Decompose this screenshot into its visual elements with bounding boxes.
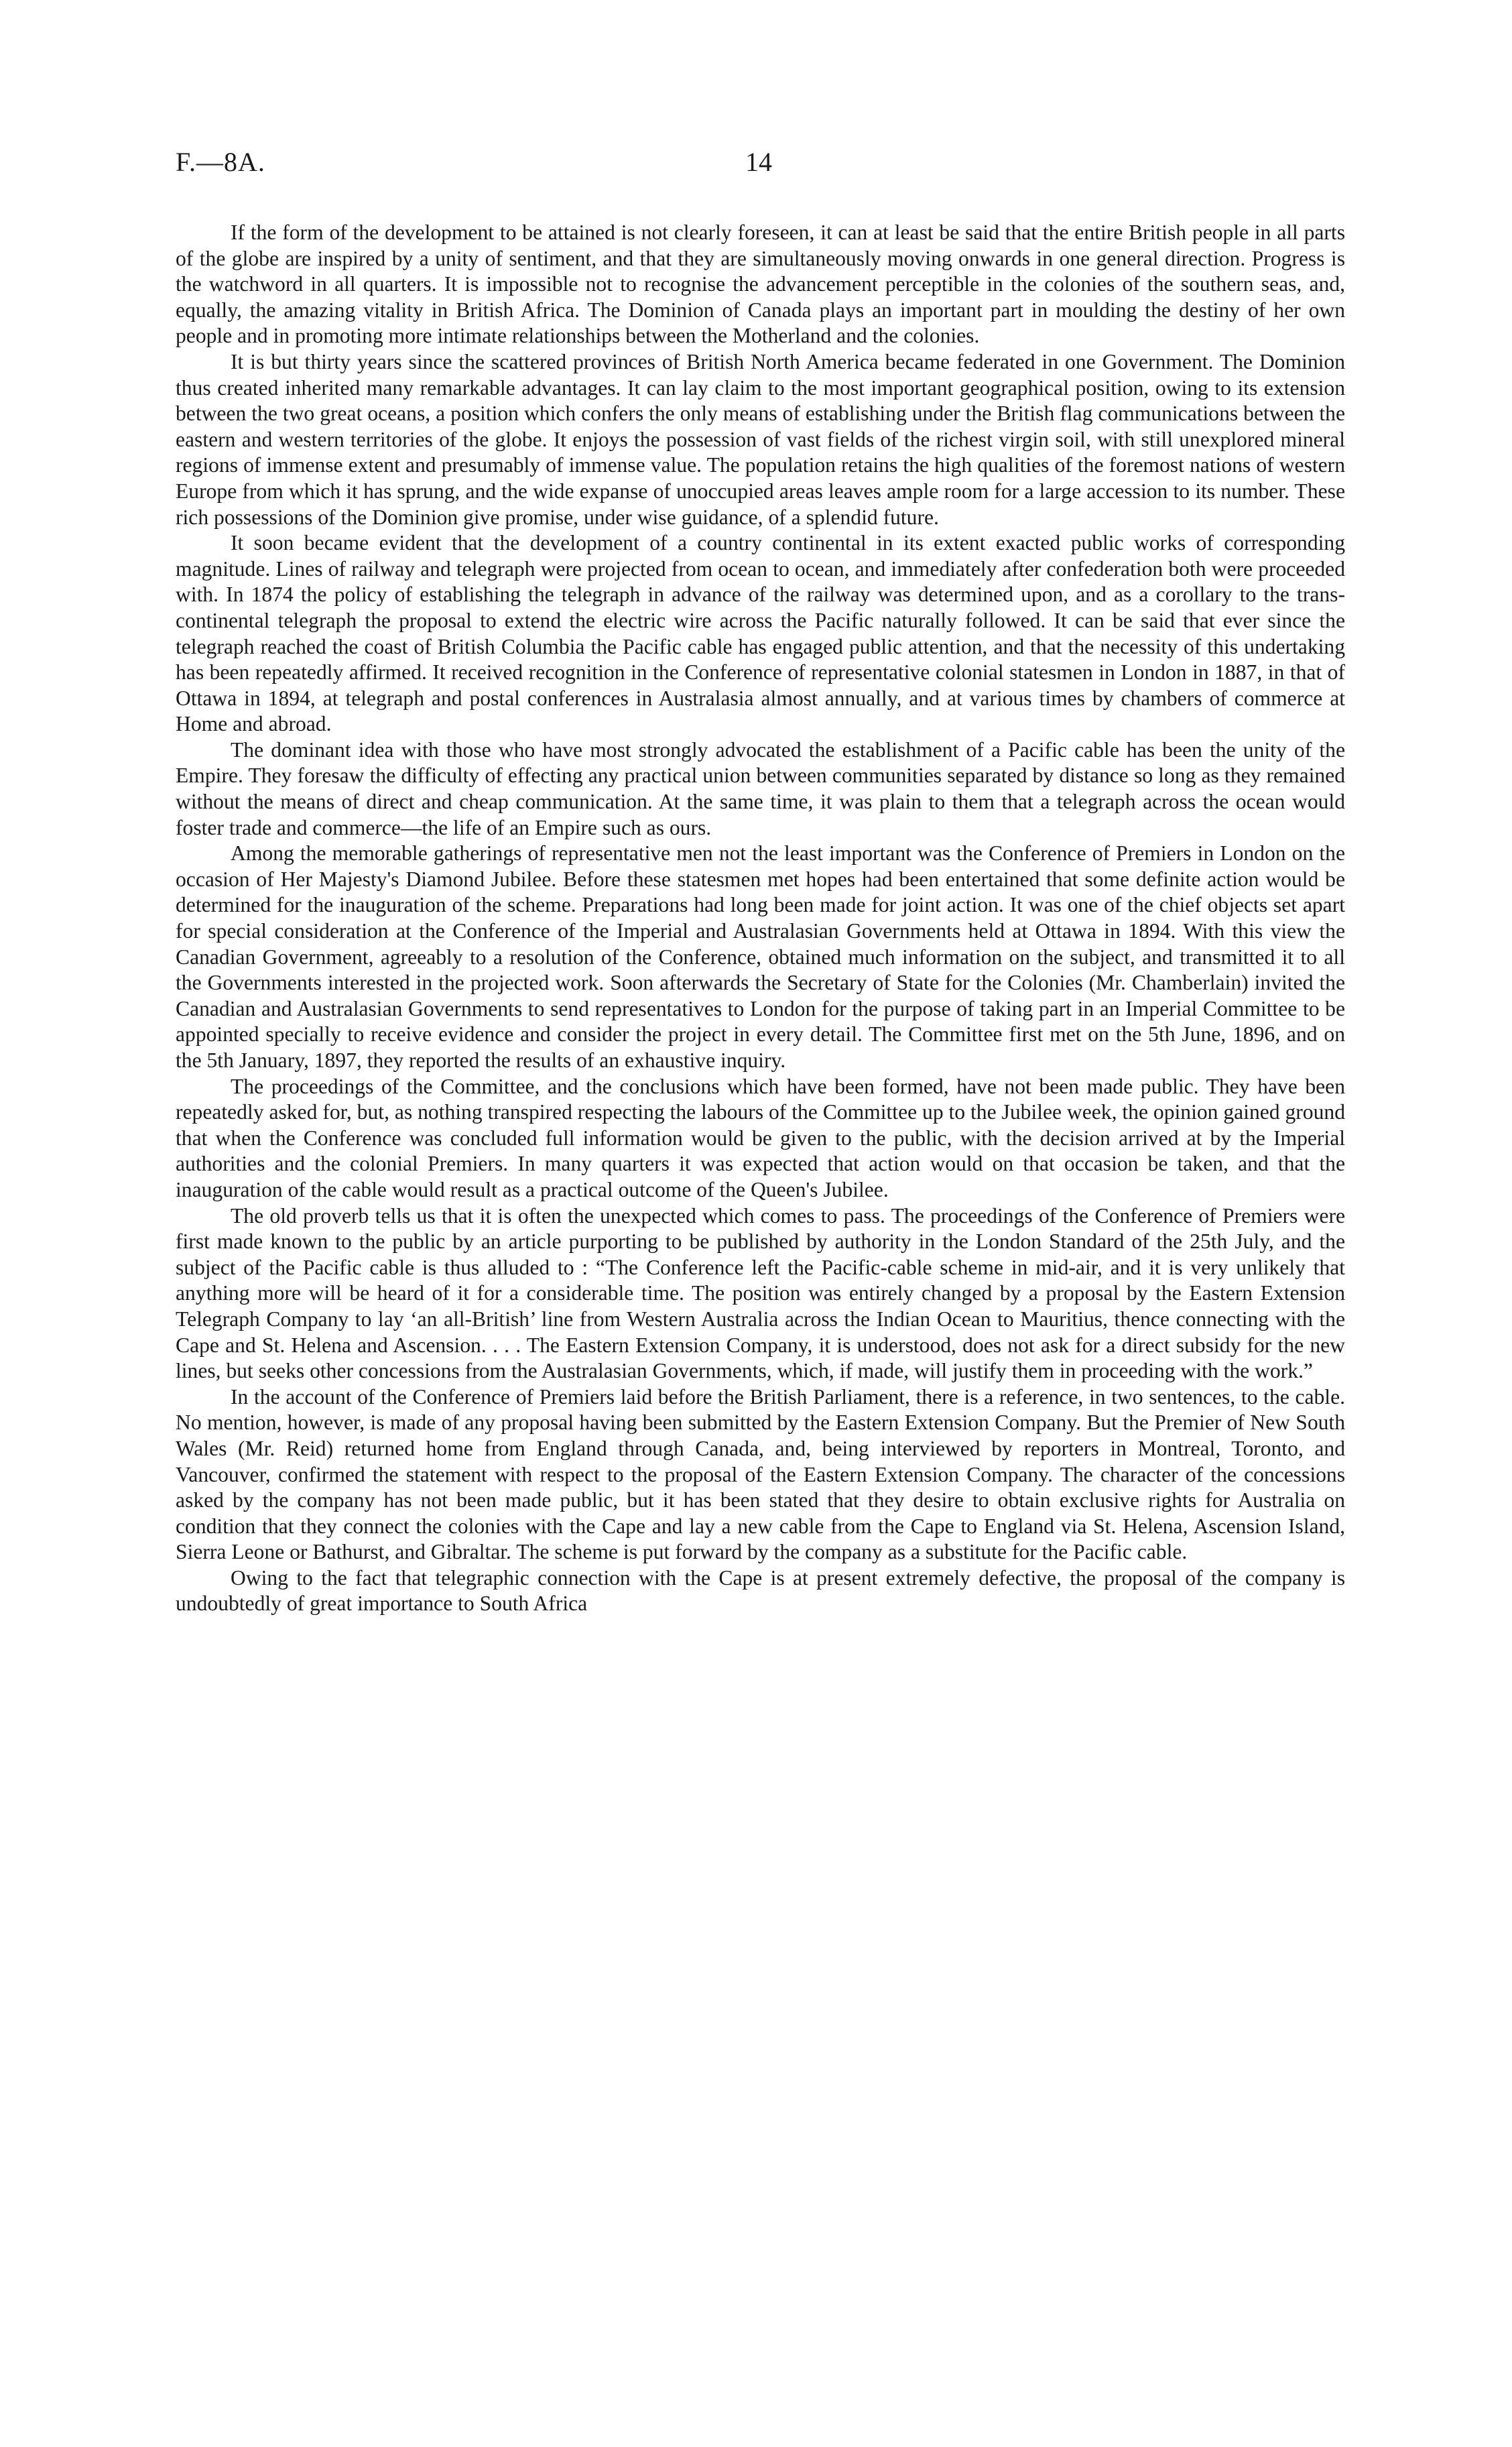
document-reference: F.—8A. xyxy=(176,147,265,177)
paragraph: It soon became evident that the development of a country continental in its extent exacted public works of corresponding magnitude. Lines of railway and telegraph were projected from ocean to ocean, and immediately after confederation both were proceeded with. In 1874 the policy of establishing the telegraph in advance of the railway was determined upon, and as a corollary to the trans-continental telegraph the proposal to extend the electric wire across the Pacific naturally followed. It can be said that ever since the telegraph reached the coast of British Columbia the Pacific cable has engaged public attention, and that the necessity of this undertaking has been repeatedly affirmed. It received recognition in the Conference of representative colonial statesmen in London in 1887, in that of Ottawa in 1894, at telegraph and postal conferences in Australasia almost annually, and at various times by chambers of commerce at Home and abroad. xyxy=(176,531,1345,736)
paragraph: The old proverb tells us that it is often the unexpected which comes to pass. The proceedings of the Conference of Premiers were first made known to the public by an article purporting to be published by authority in the London Standard of the 25th July, and the subject of the Pacific cable is thus alluded to : “The Conference left the Pacific-cable scheme in mid-air, and it is very unlikely that anything more will be heard of it for a considerable time. The position was entirely changed by a proposal by the Eastern Extension Telegraph Company to lay ‘an all-British’ line from Western Australia across the Indian Ocean to Mauritius, thence connecting with the Cape and St. Helena and Ascension. . . . The Eastern Extension Company, it is understood, does not ask for a direct subsidy for the new lines, but seeks other concessions from the Australasian Governments, which, if made, will justify them in proceeding with the work.” xyxy=(176,1203,1345,1383)
page-number: 14 xyxy=(745,147,772,177)
paragraph: In the account of the Conference of Premiers laid before the British Parliament, there is a reference, in two sentences, to the cable. No mention, however, is made of any proposal having been submitted by the Eastern Extension Company. But the Premier of New South Wales (Mr. Reid) returned home from England through Canada, and, being interviewed by reporters in Montreal, Toronto, and Vancouver, confirmed the statement with respect to the proposal of the Eastern Extension Company. The character of the concessions asked by the company has not been made public, but it has been stated that they desire to obtain exclusive rights for Australia on condition that they connect the colonies with the Cape and lay a new cable from the Cape to England via St. Helena, Ascension Island, Sierra Leone or Bathurst, and Gibraltar. The scheme is put forward by the company as a substitute for the Pacific cable. xyxy=(176,1384,1345,1564)
page-header xyxy=(176,146,1345,186)
paragraph: If the form of the development to be attained is not clearly foreseen, it can at least be said that the entire British people in all parts of the globe are inspired by a unity of sentiment, and that they are simultaneously moving onwards in one general direction. Progress is the watchword in all quarters. It is impossible not to recognise the advancement perceptible in the colonies of the southern seas, and, equally, the amazing vitality in British Africa. The Dominion of Canada plays an important part in moulding the destiny of her own people and in promoting more intimate relationships between the Motherland and the colonies. xyxy=(176,221,1345,348)
paragraph: Owing to the fact that telegraphic connection with the Cape is at present extremely defective, the proposal of the company is undoubtedly of great importance to South Africa xyxy=(176,1565,1345,1616)
paragraph: Among the memorable gatherings of representative men not the least important was the Conference of Premiers in London on the occasion of Her Majesty's Diamond Jubilee. Before these statesmen met hopes had been entertained that some definite action would be determined for the inauguration of the scheme. Preparations had long been made for joint action. It was one of the chief objects set apart for special consideration at the Conference of the Imperial and Australasian Governments held at Ottawa in 1894. With this view the Canadian Government, agreeably to a resolution of the Conference, obtained much information on the subject, and transmitted it to all the Governments interested in the projected work. Soon afterwards the Secretary of State for the Colonies (Mr. Chamberlain) invited the Canadian and Australasian Governments to send representatives to London for the purpose of taking part in an Imperial Committee to be appointed specially to receive evidence and consider the project in every detail. The Committee first met on the 5th June, 1896, and on the 5th January, 1897, they reported the results of an exhaustive inquiry. xyxy=(176,841,1345,1072)
document-body xyxy=(176,220,1345,1617)
document-page xyxy=(176,146,1345,1617)
paragraph: The dominant idea with those who have most strongly advocated the establishment of a Pacific cable has been the unity of the Empire. They foresaw the difficulty of effecting any practical union between communities separated by distance so long as they remained without the means of direct and cheap communication. At the same time, it was plain to them that a telegraph across the ocean would foster trade and commerce—the life of an Empire such as ours. xyxy=(176,737,1345,839)
paragraph: It is but thirty years since the scattered provinces of British North America became federated in one Government. The Dominion thus created inherited many remarkable advantages. It can lay claim to the most important geographical position, owing to its extension between the two great oceans, a position which confers the only means of establishing under the British flag communications between the eastern and western territories of the globe. It enjoys the possession of vast fields of the richest virgin soil, with still unexplored mineral regions of immense extent and presumably of immense value. The population retains the high qualities of the foremost nations of western Europe from which it has sprung, and the wide expanse of unoccupied areas leaves ample room for a large accession to its number. These rich possessions of the Dominion give promise, under wise guidance, of a splendid future. xyxy=(176,349,1345,529)
paragraph: The proceedings of the Committee, and the conclusions which have been formed, have not been made public. They have been repeatedly asked for, but, as nothing transpired respecting the labours of the Committee up to the Jubilee week, the opinion gained ground that when the Conference was concluded full information would be given to the public, with the decision arrived at by the Imperial authorities and the colonial Premiers. In many quarters it was expected that action would on that occasion be taken, and that the inauguration of the cable would result as a practical outcome of the Queen's Jubilee. xyxy=(176,1074,1345,1201)
